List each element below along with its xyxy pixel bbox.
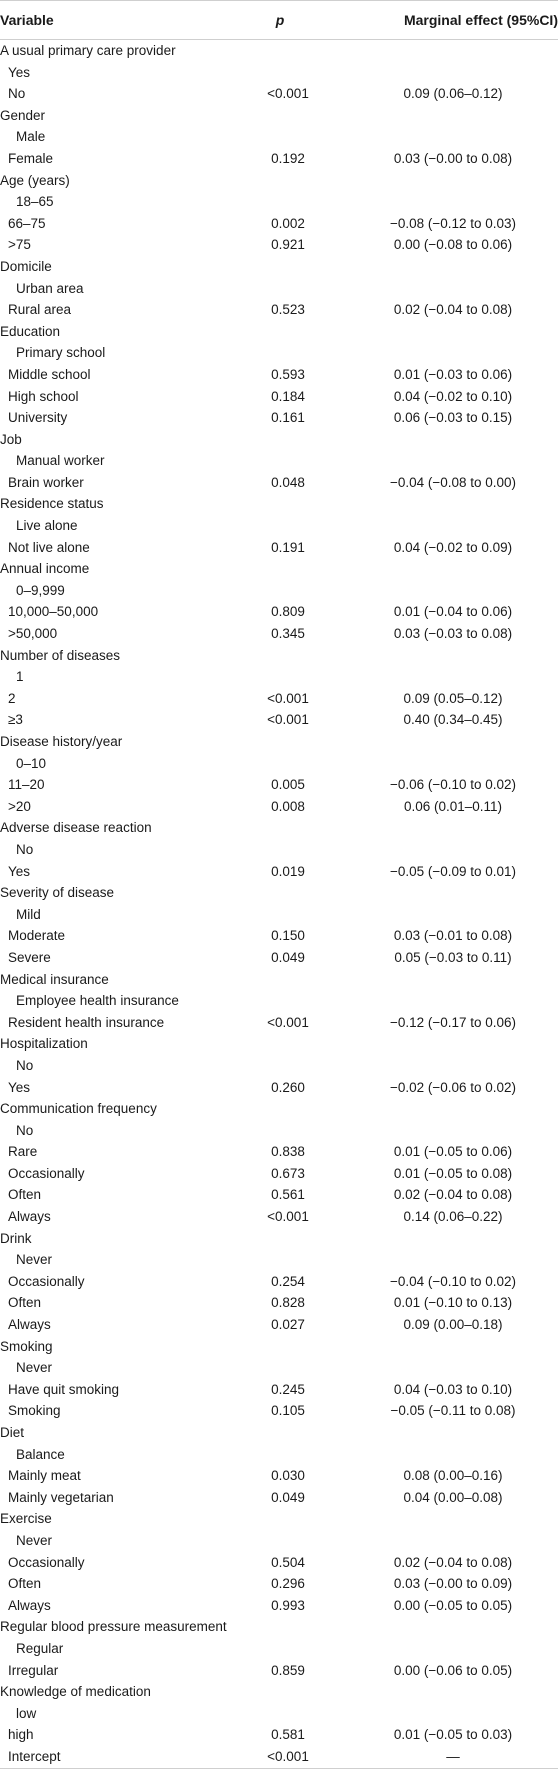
table-row (0, 1012, 558, 1034)
table-row (0, 1638, 558, 1660)
variable-cell: Not live alone (8, 539, 90, 555)
table-row (0, 1746, 558, 1768)
marginal-effect-cell: 0.01 (−0.10 to 0.13) (393, 1295, 513, 1311)
variable-cell: 10,000–50,000 (8, 604, 99, 620)
table-row (0, 601, 558, 623)
table-body (0, 40, 558, 1769)
variable-cell: Never (16, 1360, 53, 1376)
marginal-effect-cell: 0.02 (−0.04 to 0.08) (393, 1554, 513, 1570)
p-value-cell: 0.184 (271, 388, 305, 404)
table-row (0, 1724, 558, 1746)
variable-cell: Manual worker (16, 453, 105, 469)
p-value-cell: 0.049 (271, 1489, 305, 1505)
table-row (0, 969, 558, 991)
variable-cell: High school (8, 388, 79, 404)
marginal-effect-cell: 0.00 (−0.05 to 0.05) (393, 1597, 513, 1613)
marginal-effect-cell: 0.03 (−0.03 to 0.08) (393, 626, 513, 642)
p-value-cell: <0.001 (267, 1209, 309, 1225)
p-value-cell: 0.993 (271, 1597, 305, 1613)
variable-cell: Urban area (16, 280, 84, 296)
marginal-effect-cell: 0.01 (−0.05 to 0.08) (393, 1165, 513, 1181)
variable-cell: >75 (8, 237, 31, 253)
variable-cell: Smoking (0, 1338, 53, 1354)
p-value-cell: <0.001 (267, 1014, 309, 1030)
variable-cell: Regular blood pressure measurement (0, 1619, 227, 1635)
table-row (0, 256, 558, 278)
variable-cell: Resident health insurance (8, 1014, 165, 1030)
table-row (0, 1379, 558, 1401)
marginal-effect-cell: 0.01 (−0.03 to 0.06) (393, 366, 513, 382)
table-row (0, 386, 558, 408)
table-row (0, 148, 558, 170)
p-value-cell: 0.048 (271, 474, 305, 490)
p-value-cell: 0.809 (271, 604, 305, 620)
variable-cell: 2 (8, 690, 16, 706)
table-row (0, 1681, 558, 1703)
table-row (0, 1141, 558, 1163)
variable-cell: >50,000 (8, 626, 58, 642)
variable-cell: >20 (8, 798, 31, 814)
table-row (0, 882, 558, 904)
variable-cell: Brain worker (8, 474, 84, 490)
table-row (0, 861, 558, 883)
marginal-effect-cell: −0.05 (−0.11 to 0.08) (390, 1403, 516, 1419)
table-row (0, 1033, 558, 1055)
variable-cell: Disease history/year (0, 734, 123, 749)
table-row (0, 1249, 558, 1271)
p-value-cell: 0.561 (271, 1187, 305, 1203)
table-row (0, 234, 558, 256)
table-row (0, 1508, 558, 1530)
variable-cell: Communication frequency (0, 1101, 157, 1117)
variable-cell: low (16, 1705, 37, 1721)
p-value-cell: 0.260 (271, 1079, 305, 1095)
table-row (0, 1487, 558, 1509)
variable-cell: Moderate (8, 928, 66, 944)
table-row (0, 1444, 558, 1466)
variable-cell: Occasionally (8, 1554, 85, 1570)
marginal-effect-cell: 0.08 (0.00–0.16) (403, 1468, 503, 1484)
table-row (0, 947, 558, 969)
table-row (0, 558, 558, 580)
marginal-effect-cell: 0.04 (−0.02 to 0.09) (393, 539, 513, 555)
variable-cell: Regular (16, 1640, 64, 1656)
marginal-effect-cell: 0.01 (−0.05 to 0.03) (393, 1727, 513, 1743)
table-row (0, 1595, 558, 1617)
variable-cell: Yes (8, 64, 31, 80)
variable-cell: high (8, 1727, 34, 1743)
table-row (0, 1077, 558, 1099)
marginal-effect-cell: 0.09 (0.06–0.12) (403, 86, 503, 102)
table-row (0, 731, 558, 753)
p-value-cell: 0.105 (271, 1403, 305, 1419)
variable-cell: Age (years) (0, 172, 70, 188)
marginal-effect-cell: 0.09 (0.05–0.12) (403, 690, 503, 706)
p-value-cell: 0.254 (271, 1273, 305, 1289)
table-row (0, 666, 558, 688)
table-row (0, 774, 558, 796)
p-value-cell: 0.191 (271, 539, 305, 555)
table-row (0, 753, 558, 775)
marginal-effect-cell: −0.12 (−0.17 to 0.06) (389, 1014, 517, 1030)
table-row (0, 796, 558, 818)
variable-cell: Rare (8, 1144, 38, 1160)
p-value-cell: 0.581 (271, 1727, 305, 1743)
variable-cell: Employee health insurance (16, 993, 179, 1009)
table-row (0, 1184, 558, 1206)
table-row (0, 580, 558, 602)
variable-cell: Diet (0, 1425, 25, 1440)
variable-cell: Have quit smoking (8, 1381, 120, 1397)
p-value-cell: 0.027 (271, 1317, 305, 1333)
variable-cell: Always (8, 1317, 51, 1333)
p-value-cell: 0.245 (271, 1381, 305, 1397)
p-value-cell: 0.002 (271, 215, 305, 231)
variable-cell: 0–9,999 (16, 582, 65, 598)
variable-cell: Annual income (0, 561, 90, 577)
table-row (0, 1357, 558, 1379)
variable-cell: Drink (0, 1230, 32, 1246)
p-value-cell: 0.838 (271, 1144, 305, 1160)
table-row (0, 1271, 558, 1293)
p-value-cell: 0.921 (271, 237, 305, 253)
marginal-effect-cell: −0.06 (−0.10 to 0.02) (389, 777, 517, 793)
table-row (0, 105, 558, 127)
variable-cell: Female (8, 150, 54, 166)
table-row (0, 40, 558, 62)
table-row (0, 191, 558, 213)
marginal-effect-cell: 0.04 (−0.03 to 0.10) (393, 1381, 513, 1397)
variable-cell: Severity of disease (0, 885, 115, 901)
variable-cell: Severe (8, 949, 51, 965)
variable-cell: Irregular (8, 1662, 59, 1678)
variable-cell: Live alone (16, 518, 78, 534)
p-value-cell: 0.828 (271, 1295, 305, 1311)
table-row (0, 1400, 558, 1422)
table-row (0, 364, 558, 386)
p-value-cell: <0.001 (267, 1748, 309, 1764)
marginal-effect-cell: 0.14 (0.06–0.22) (403, 1209, 503, 1225)
variable-cell: Hospitalization (0, 1036, 88, 1052)
variable-cell: Mainly vegetarian (8, 1489, 114, 1505)
variable-cell: ≥3 (8, 712, 23, 728)
table-row (0, 688, 558, 710)
variable-cell: Often (8, 1295, 42, 1311)
variable-cell: 18–65 (16, 194, 54, 210)
marginal-effect-cell: 0.04 (−0.02 to 0.10) (393, 388, 513, 404)
p-value-cell: 0.150 (271, 928, 305, 944)
table-row (0, 62, 558, 84)
table-row (0, 1055, 558, 1077)
variable-cell: Always (8, 1209, 51, 1225)
table-row (0, 1465, 558, 1487)
marginal-effect-cell: −0.08 (−0.12 to 0.03) (389, 215, 517, 231)
table-row (0, 472, 558, 494)
table-row (0, 1228, 558, 1250)
table-row (0, 990, 558, 1012)
variable-cell: Exercise (0, 1511, 52, 1527)
marginal-effect-cell: 0.01 (−0.05 to 0.06) (393, 1144, 513, 1160)
p-value-cell: 0.030 (271, 1468, 305, 1484)
marginal-effect-cell: 0.03 (−0.01 to 0.08) (393, 928, 513, 944)
marginal-effect-cell: −0.04 (−0.10 to 0.02) (389, 1273, 517, 1289)
p-value-cell: <0.001 (267, 690, 309, 706)
table-row (0, 537, 558, 559)
marginal-effect-cell: 0.06 (−0.03 to 0.15) (393, 410, 513, 426)
table-row (0, 1703, 558, 1725)
variable-cell: Medical insurance (0, 971, 109, 987)
marginal-effect-cell: −0.02 (−0.06 to 0.02) (389, 1079, 517, 1095)
variable-cell: Job (0, 431, 22, 447)
variable-cell: Mild (16, 906, 41, 922)
table-row (0, 1163, 558, 1185)
p-value-cell: 0.008 (271, 798, 305, 814)
table-row (0, 1120, 558, 1142)
variable-cell: 0–10 (16, 755, 47, 771)
variable-cell: No (16, 841, 34, 857)
variable-cell: No (16, 1057, 34, 1073)
p-value-cell: 0.005 (271, 777, 305, 793)
variable-cell: 11–20 (8, 777, 45, 793)
table-row (0, 126, 558, 148)
p-value-cell: 0.345 (271, 626, 305, 642)
header-marginal-effect: Marginal effect (95%CI) (403, 12, 558, 28)
table-row (0, 817, 558, 839)
p-value-cell: 0.504 (271, 1554, 305, 1570)
variable-cell: Education (0, 323, 61, 339)
marginal-effect-cell: 0.00 (−0.06 to 0.05) (393, 1662, 513, 1678)
header-variable: Variable (0, 12, 54, 28)
variable-cell: Never (16, 1252, 53, 1268)
variable-cell: Occasionally (8, 1165, 85, 1181)
table-row (0, 1098, 558, 1120)
p-value-cell: <0.001 (267, 86, 309, 102)
p-value-cell: 0.673 (271, 1165, 305, 1181)
table-row (0, 299, 558, 321)
p-value-cell: 0.859 (271, 1662, 305, 1678)
marginal-effect-cell: 0.00 (−0.08 to 0.06) (393, 237, 513, 253)
table-row (0, 1206, 558, 1228)
marginal-effect-cell: 0.09 (0.00–0.18) (403, 1317, 503, 1333)
variable-cell: Yes (8, 863, 31, 879)
variable-cell: Number of diseases (0, 647, 121, 663)
marginal-effect-cell: −0.04 (−0.08 to 0.00) (389, 474, 517, 490)
table-row (0, 429, 558, 451)
table-row (0, 1314, 558, 1336)
p-value-cell: 0.161 (271, 410, 305, 426)
marginal-effect-cell: 0.40 (0.34–0.45) (403, 712, 503, 728)
marginal-effect-cell: 0.01 (−0.04 to 0.06) (393, 604, 513, 620)
variable-cell: Balance (16, 1446, 65, 1462)
p-value-cell: 0.049 (271, 949, 305, 965)
table-row (0, 839, 558, 861)
table-row (0, 493, 558, 515)
table-row (0, 1422, 558, 1444)
variable-cell: Male (16, 129, 46, 145)
table-row (0, 1660, 558, 1682)
variable-cell: Intercept (8, 1748, 61, 1764)
table-row (0, 407, 558, 429)
marginal-effect-cell: 0.03 (−0.00 to 0.09) (393, 1576, 513, 1592)
variable-cell: A usual primary care provider (0, 43, 176, 58)
table-header (0, 0, 558, 40)
variable-cell: No (16, 1122, 34, 1138)
marginal-effect-cell: 0.06 (0.01–0.11) (403, 798, 503, 814)
table-row (0, 170, 558, 192)
variable-cell: Gender (0, 107, 46, 123)
p-value-cell: 0.523 (271, 302, 305, 318)
variable-cell: Always (8, 1597, 51, 1613)
variable-cell: No (8, 86, 26, 102)
table-row (0, 213, 558, 235)
variable-cell: Yes (8, 1079, 31, 1095)
variable-cell: Knowledge of medication (0, 1684, 151, 1700)
p-value-cell: 0.593 (271, 366, 305, 382)
variable-cell: Never (16, 1532, 53, 1548)
variable-cell: Rural area (8, 302, 72, 318)
marginal-effect-cell: 0.03 (−0.00 to 0.08) (393, 150, 513, 166)
variable-cell: University (8, 410, 68, 426)
table-row (0, 1530, 558, 1552)
variable-cell: Occasionally (8, 1273, 85, 1289)
table-row (0, 904, 558, 926)
table-row (0, 1552, 558, 1574)
p-value-cell: 0.192 (271, 150, 305, 166)
table-row (0, 645, 558, 667)
header-p: p (275, 12, 285, 28)
table-row (0, 83, 558, 105)
table-row (0, 321, 558, 343)
marginal-effect-cell: — (446, 1748, 460, 1764)
marginal-effect-cell: 0.04 (0.00–0.08) (403, 1489, 503, 1505)
variable-cell: Middle school (8, 366, 91, 382)
table-row (0, 1616, 558, 1638)
variable-cell: Residence status (0, 496, 104, 512)
p-value-cell: 0.019 (271, 863, 305, 879)
table-row (0, 342, 558, 364)
variable-cell: Mainly meat (8, 1468, 81, 1484)
table-row (0, 278, 558, 300)
table-row (0, 925, 558, 947)
table-row (0, 515, 558, 537)
table-row (0, 623, 558, 645)
variable-cell: Domicile (0, 258, 52, 274)
table-row (0, 450, 558, 472)
p-value-cell: <0.001 (267, 712, 309, 728)
variable-cell: Primary school (16, 345, 106, 361)
variable-cell: Smoking (8, 1403, 61, 1419)
variable-cell: Often (8, 1576, 42, 1592)
variable-cell: 1 (16, 669, 24, 685)
marginal-effect-cell: 0.02 (−0.04 to 0.08) (393, 302, 513, 318)
table-row (0, 1336, 558, 1358)
marginal-effect-cell: 0.05 (−0.03 to 0.11) (394, 949, 512, 965)
table-row (0, 1292, 558, 1314)
variable-cell: 66–75 (8, 215, 46, 231)
marginal-effect-cell: −0.05 (−0.09 to 0.01) (389, 863, 517, 879)
variable-cell: Often (8, 1187, 42, 1203)
p-value-cell: 0.296 (271, 1576, 305, 1592)
marginal-effect-cell: 0.02 (−0.04 to 0.08) (393, 1187, 513, 1203)
variable-cell: Adverse disease reaction (0, 820, 152, 836)
table-row (0, 1573, 558, 1595)
table-row (0, 709, 558, 731)
